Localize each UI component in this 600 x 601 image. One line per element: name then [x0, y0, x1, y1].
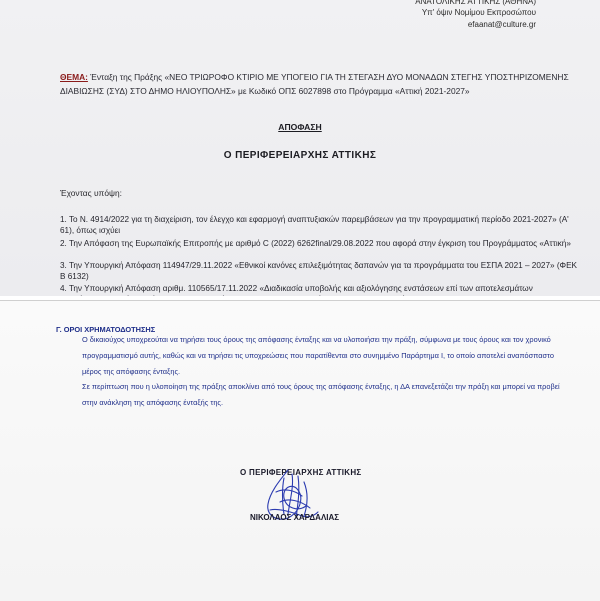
document-page-bottom — [0, 300, 600, 601]
recipient-attention: Υπ' όψιν Νομίμου Εκπροσώπου — [421, 8, 536, 17]
legal-basis-item: 4. Την Υπουργική Απόφαση αριθμ. 110565/17.11.2022 «Διαδικασία υποβολής και αξιολόγησης ενστάσεων επί των αποτελεσμάτων — [60, 284, 533, 293]
decision-title: ΑΠΟΦΑΣΗ — [278, 122, 322, 132]
deviation-paragraph: Σε περίπτωση που η υλοποίηση της πράξης αποκλίνει από τους όρους της απόφασης ένταξης, η ΔΑ επανεξετάζει την πράξη και μπορεί να προβεί στην ανάκληση της απόφασης ένταξής της. — [82, 382, 560, 407]
signatory-title: Ο ΠΕΡΙΦΕΡΕΙΑΡΧΗΣ ΑΤΤΙΚΗΣ — [240, 468, 362, 477]
legal-basis-item: 1. Το Ν. 4914/2022 για τη διαχείριση, τον έλεγχο και εφαρμογή αναπτυξιακών παρεμβάσεων για την προγραμματική περίοδο 2021-2027» (Α' 61), όπως ισχύει — [60, 215, 569, 235]
subject-label: ΘΕΜΑ: — [60, 72, 88, 82]
having-regard-label: Έχοντας υπόψη: — [60, 188, 122, 198]
document-page-top — [0, 0, 600, 296]
financing-terms-paragraph: Ο δικαιούχος υποχρεούται να τηρήσει τους όρους της απόφασης ένταξης και να υλοποιήσει την πράξη, σύμφωνα με τους όρους και τον χρονικό προγραμματισμό αυτής, καθώς και να τηρήσει τις υποχρεώσεις που παρατίθενται στο συνημμένο Παράρτημα Ι, το οποίο αποτελεί αναπόσπαστο μέρος της απόφασης ένταξης. — [82, 335, 554, 376]
signatory-name: ΝΙΚΟΛΑΟΣ ΧΑΡΔΑΛΙΑΣ — [250, 513, 340, 522]
authority-title: Ο ΠΕΡΙΦΕΡΕΙΑΡΧΗΣ ΑΤΤΙΚΗΣ — [223, 150, 377, 161]
subject-block — [60, 70, 580, 98]
section-heading: Γ. ΟΡΟΙ ΧΡΗΜΑΤΟΔΟΤΗΣΗΣ — [56, 325, 156, 334]
recipient-email: efaanat@culture.gr — [467, 20, 536, 29]
sender-department: ΑΝΑΤΟΛΙΚΗΣ ΑΤΤΙΚΗΣ (ΑΘΗΝΑ) — [415, 0, 536, 6]
subject-text: Ένταξη της Πράξης «ΝΕΟ ΤΡΙΩΡΟΦΟ ΚΤΙΡΙΟ ΜΕ ΥΠΟΓΕΙΟ ΓΙΑ ΤΗ ΣΤΕΓΑΣΗ ΔΥΟ ΜΟΝΑΔΩΝ ΣΤΕΓΗΣ ΥΠΟΣΤΗΡΙΖΟΜΕΝΗΣ ΔΙΑΒΙΩΣΗΣ (ΣΥΔ) ΣΤΟ ΔΗΜΟ ΗΛΙΟΥΠΟΛΗΣ» με Κωδικό ΟΠΣ 6027898 στο Πρόγραμμα «Αττική 2021-2027» — [60, 72, 569, 96]
legal-basis-item: 2. Την Απόφαση της Ευρωπαϊκής Επιτροπής με αριθμό C (2022) 6262final/29.08.2022 που αφορά στην έγκριση του Προγράμματος «Αττική» — [60, 239, 571, 248]
legal-basis-item: 3. Την Υπουργική Απόφαση 114947/29.11.2022 «Εθνικοί κανόνες επιλεξιμότητας δαπανών για τα προγράμματα του ΕΣΠΑ 2021 – 2027» (ΦΕΚ Β 6132) — [60, 261, 578, 281]
